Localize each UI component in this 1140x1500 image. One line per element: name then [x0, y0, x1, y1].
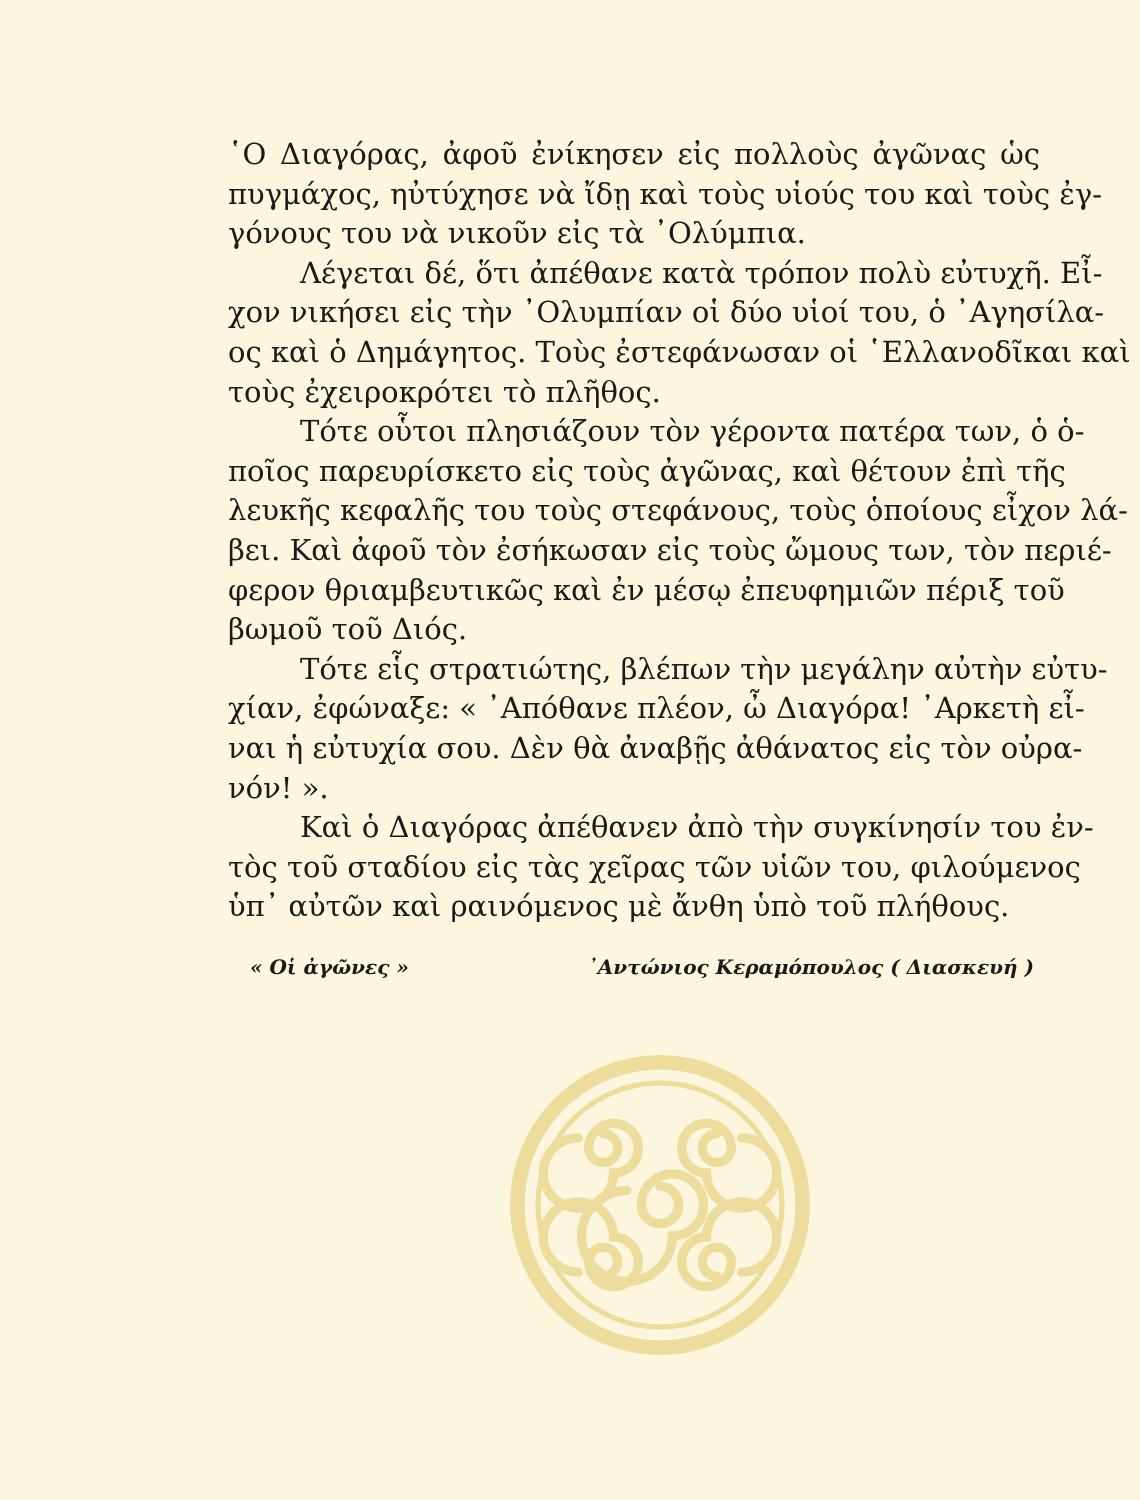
- text-line: Λέγεται δέ, ὅτι ἀπέθανε κατὰ τρόπον πολὺ εὐτυχῆ. Εἶ-: [300, 255, 1103, 290]
- citation: [228, 955, 1040, 979]
- text-line: Τότε οὗτοι πλησιάζουν τὸν γέροντα πατέρα των, ὁ ὁ-: [300, 414, 1085, 449]
- text-line: Τότε εἷς στρατιώτης, βλέπων τὴν μεγάλην αὐτὴν εὐτυ-: [300, 651, 1108, 686]
- text-line: χον νικήσει εἰς τὴν ᾿Ολυμπίαν οἱ δύο υἱοί του, ὁ ᾿Αγησίλα-: [228, 295, 1105, 330]
- spiral-rosette-icon: [505, 1050, 815, 1360]
- text-line: Καὶ ὁ Διαγόρας ἀπέθανεν ἀπὸ τὴν συγκίνησίν του ἐν-: [300, 810, 1094, 845]
- text-line: πυγμάχος, ηὐτύχησε νὰ ἴδῃ καὶ τοὺς υἱούς του καὶ τοὺς ἐγ-: [228, 176, 1103, 211]
- text-line: ῾Ο Διαγόρας, ἀφοῦ ἐνίκησεν εἰς πολλοὺς ἀγῶνας ὡς: [228, 137, 1040, 171]
- text-line: χίαν, ἐφώναξε: « ᾿Απόθανε πλέον, ὦ Διαγόρα! ᾿Αρκετὴ εἶ-: [228, 691, 1085, 726]
- paragraph: [228, 808, 1094, 927]
- text-line: γόνους του νὰ νικοῦν εἰς τὰ ᾿Ολύμπια.: [228, 216, 806, 251]
- text-line: ναι ἡ εὐτυχία σου. Δὲν θὰ ἀναβῇς ἀθάνατος εἰς τὸν οὐρα-: [228, 730, 1083, 765]
- text-line: τοὺς ἐχειροκρότει τὸ πλῆθος.: [228, 374, 661, 409]
- paragraph: [228, 412, 1128, 650]
- text-line: βει. Καὶ ἀφοῦ τὸν ἐσήκωσαν εἰς τοὺς ὤμους των, τὸν περιέ-: [228, 532, 1112, 567]
- paragraph: [228, 135, 1103, 254]
- text-line: ποῖος παρευρίσκετο εἰς τοὺς ἀγῶνας, καὶ θέτουν ἐπὶ τῆς: [228, 453, 1066, 488]
- paragraph: [228, 254, 1131, 412]
- text-line: βωμοῦ τοῦ Διός.: [228, 612, 468, 647]
- text-line: φερον θριαμβευτικῶς καὶ ἐν μέσῳ ἐπευφημιῶν πέριξ τοῦ: [228, 572, 1065, 607]
- text-line: ὑπ᾽ αὐτῶν καὶ ραινόμενος μὲ ἄνθη ὑπὸ τοῦ πλήθους.: [228, 889, 1010, 924]
- text-line: νόν! ».: [228, 770, 329, 805]
- text-line: ος καὶ ὁ Δημάγητος. Τοὺς ἐστεφάνωσαν οἱ ῾Ελλανοδῖκαι καὶ: [228, 334, 1131, 369]
- source-title: « Οἱ ἀγῶνες »: [250, 955, 409, 979]
- main-text: [228, 135, 1131, 927]
- paragraph: [228, 650, 1108, 808]
- text-line: λευκῆς κεφαλῆς του τοὺς στεφάνους, τοὺς ὁποίους εἶχον λά-: [228, 493, 1128, 528]
- author-credit: ᾿Αντώνιος Κεραμόπουλος ( Διασκευή ): [587, 955, 1034, 979]
- text-line: τὸς τοῦ σταδίου εἰς τὰς χεῖρας τῶν υἱῶν του, φιλούμενος: [228, 849, 1081, 884]
